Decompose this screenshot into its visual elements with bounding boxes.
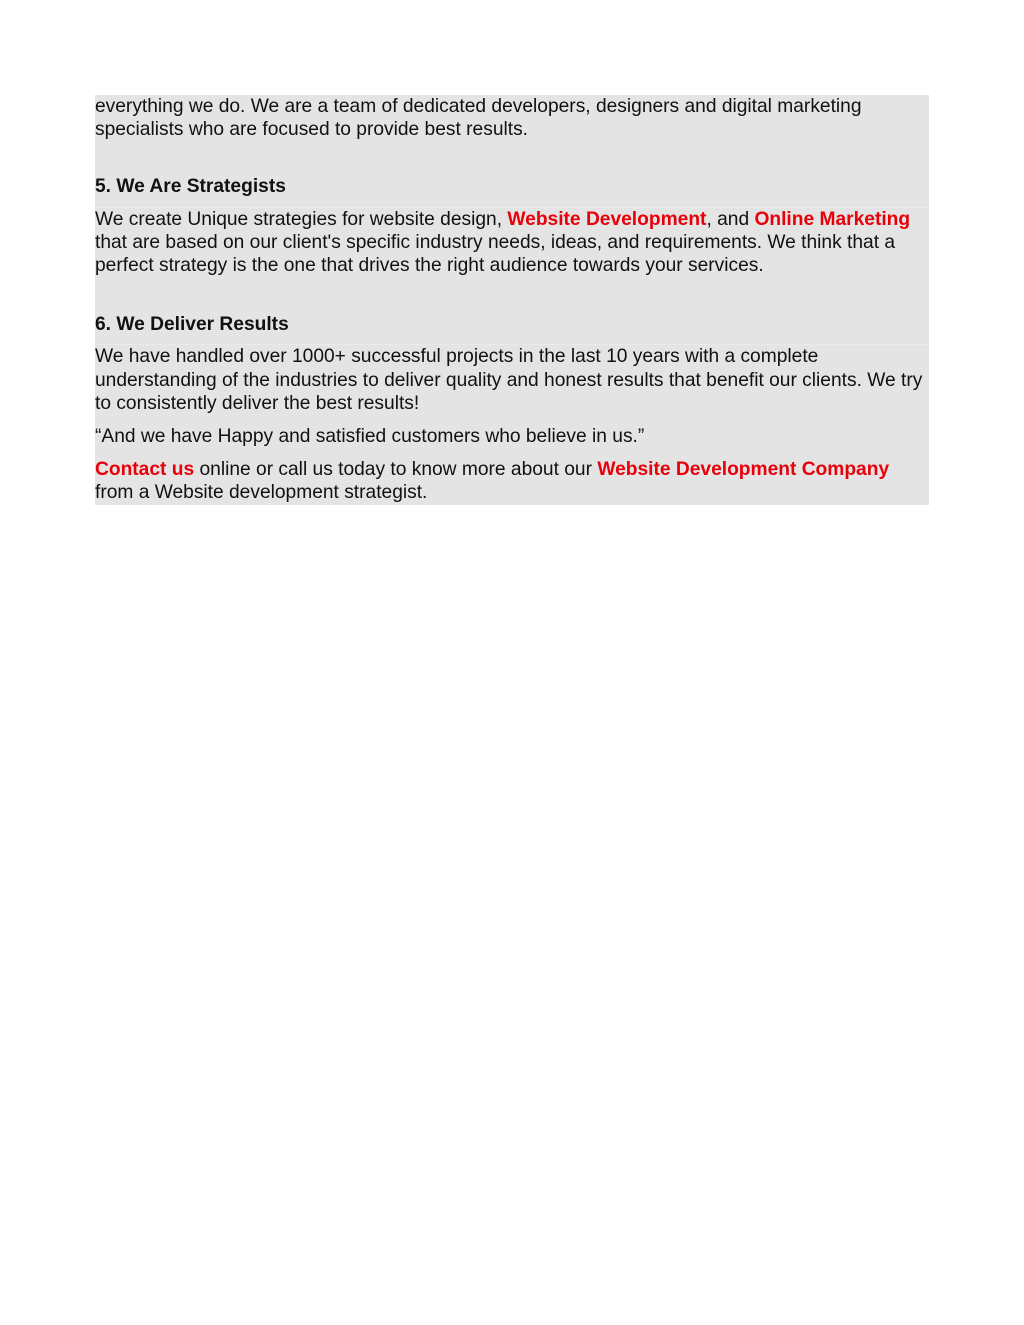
customer-quote: “And we have Happy and satisfied customers who believe in us.” bbox=[95, 425, 929, 458]
contact-paragraph bbox=[95, 458, 929, 504]
online-marketing-link[interactable]: Online Marketing bbox=[754, 208, 911, 230]
contact-us-link[interactable]: Contact us bbox=[95, 459, 195, 481]
strategists-text-mid: , and bbox=[706, 208, 755, 230]
strategists-text-end: that are based on our client's specific industry needs, ideas, and requirements. We think that a perfect strategy is the one that drives the right audience towards your services. bbox=[95, 231, 896, 277]
intro-paragraph: everything we do. We are a team of dedicated developers, designers and digital marketing specialists who are focused to provide best results. bbox=[95, 95, 929, 149]
contact-text-end: from a Website development strategist. bbox=[95, 482, 428, 504]
results-paragraph: We have handled over 1000+ successful projects in the last 10 years with a complete understanding of the industries to deliver quality and honest results that benefit our clients. We try to consistently deliver the best results! bbox=[95, 345, 929, 425]
contact-text-mid: online or call us today to know more about our bbox=[194, 459, 598, 481]
website-development-link[interactable]: Website Development bbox=[507, 208, 707, 230]
section-heading-strategists: 5. We Are Strategists bbox=[95, 163, 929, 207]
section-spacer bbox=[95, 149, 929, 163]
section-spacer bbox=[95, 287, 929, 301]
strategists-paragraph bbox=[95, 208, 929, 288]
strategists-text-start: We create Unique strategies for website design, bbox=[95, 208, 508, 230]
website-development-company-link[interactable]: Website Development Company bbox=[597, 459, 890, 481]
section-heading-results: 6. We Deliver Results bbox=[95, 301, 929, 345]
article-content bbox=[95, 95, 929, 505]
